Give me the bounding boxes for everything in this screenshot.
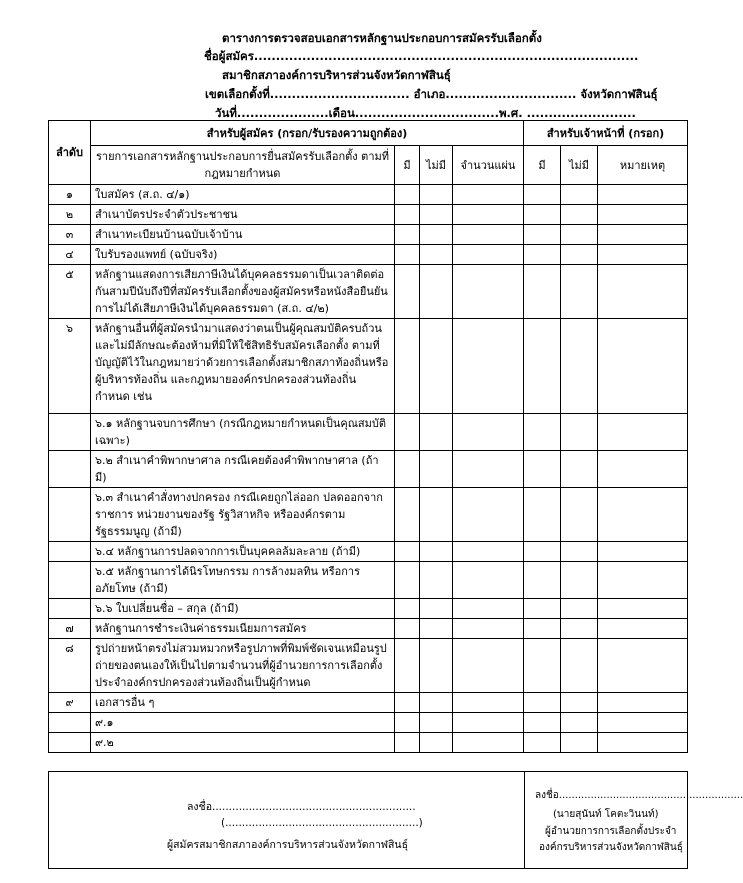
applicant-role: ผู้สมัครสมาชิกสภาองค์การบริหารส่วนจังหวัดกาฬสินธุ์ <box>167 839 409 851</box>
document-item-text: ใบสมัคร (ส.ถ. ๔/๑) <box>91 185 395 205</box>
document-item-text: หลักฐานแสดงการเสียภาษีเงินได้บุคคลธรรมดาเป็นเวลาติดต่อกันสามปีนับถึงปีที่สมัครรับเลือกตั้งของผู้สมัครหรือหนังสือยืนยันการไม่ได้เสียภาษีเงินได้บุคคลธรรมดา (ส.ถ. ๔/๒) <box>91 265 395 319</box>
applicant-not-have-checkbox-cell[interactable] <box>420 451 453 488</box>
applicant-not-have-checkbox-cell[interactable] <box>420 713 453 733</box>
note-cell[interactable] <box>598 451 688 488</box>
officer-has-checkbox-cell[interactable] <box>524 488 561 542</box>
table-row <box>49 542 688 562</box>
row-number: ๓ <box>49 225 91 245</box>
document-item-text: ๖.๓ สำเนาคำสั่งทางปกครอง กรณีเคยถูกไล่ออก ปลดออกจากราชการ หน่วยงานของรัฐ รัฐวิสาหกิจ หรือองค์กรตามรัฐธรรมนูญ (ถ้ามี) <box>91 488 395 542</box>
applicant-not-have-checkbox-cell[interactable] <box>420 245 453 265</box>
page-count-cell[interactable] <box>453 542 524 562</box>
applicant-has-checkbox-cell[interactable] <box>395 265 420 319</box>
checklist-table <box>48 120 688 753</box>
document-title: ตารางการตรวจสอบเอกสารหลักฐานประกอบการสมัครรับเลือกตั้ง <box>222 31 542 45</box>
table-row <box>49 319 688 414</box>
document-item-text: ๖.๔ หลักฐานการปลดจากการเป็นบุคคลล้มละลาย (ถ้ามี) <box>91 542 395 562</box>
applicant-has-checkbox-cell[interactable] <box>395 639 420 693</box>
column-header-yes: มี <box>395 146 420 185</box>
officer-has-checkbox-cell[interactable] <box>524 693 561 713</box>
column-header-officer-yes: มี <box>524 146 561 185</box>
applicant-has-checkbox-cell[interactable] <box>395 693 420 713</box>
note-cell[interactable] <box>598 414 688 451</box>
document-item-text: เอกสารอื่น ๆ <box>91 693 395 713</box>
applicant-has-checkbox-cell[interactable] <box>395 319 420 414</box>
applicant-not-have-checkbox-cell[interactable] <box>420 542 453 562</box>
officer-has-checkbox-cell[interactable] <box>524 265 561 319</box>
column-header-page-count: จำนวนแผ่น <box>453 146 524 185</box>
document-item-text: หลักฐานการชำระเงินค่าธรรมเนียมการสมัคร <box>91 619 395 639</box>
officer-has-checkbox-cell[interactable] <box>524 319 561 414</box>
officer-not-have-checkbox-cell[interactable] <box>561 225 598 245</box>
officer-has-checkbox-cell[interactable] <box>524 542 561 562</box>
page-count-cell[interactable] <box>453 225 524 245</box>
note-cell[interactable] <box>598 205 688 225</box>
note-cell[interactable] <box>598 265 688 319</box>
note-cell[interactable] <box>598 488 688 542</box>
applicant-not-have-checkbox-cell[interactable] <box>420 205 453 225</box>
applicant-has-checkbox-cell[interactable] <box>395 542 420 562</box>
applicant-has-checkbox-cell[interactable] <box>395 205 420 225</box>
table-row <box>49 619 688 639</box>
officer-not-have-checkbox-cell[interactable] <box>561 488 598 542</box>
officer-not-have-checkbox-cell[interactable] <box>561 639 598 693</box>
officer-not-have-checkbox-cell[interactable] <box>561 733 598 753</box>
applicant-has-checkbox-cell[interactable] <box>395 713 420 733</box>
applicant-has-checkbox-cell[interactable] <box>395 414 420 451</box>
officer-not-have-checkbox-cell[interactable] <box>561 185 598 205</box>
officer-not-have-checkbox-cell[interactable] <box>561 451 598 488</box>
document-item-text: ๙.๑ <box>91 713 395 733</box>
page-count-cell[interactable] <box>453 639 524 693</box>
note-cell[interactable] <box>598 599 688 619</box>
row-number: ๘ <box>49 639 91 693</box>
table-row <box>49 488 688 542</box>
page-count-cell[interactable] <box>453 245 524 265</box>
table-row <box>49 733 688 753</box>
table-row <box>49 414 688 451</box>
note-cell[interactable] <box>598 639 688 693</box>
page-count-cell[interactable] <box>453 265 524 319</box>
officer-not-have-checkbox-cell[interactable] <box>561 319 598 414</box>
row-number: ๗ <box>49 619 91 639</box>
row-number: ๔ <box>49 245 91 265</box>
page-count-cell[interactable] <box>453 713 524 733</box>
note-cell[interactable] <box>598 225 688 245</box>
applicant-has-checkbox-cell[interactable] <box>395 185 420 205</box>
applicant-not-have-checkbox-cell[interactable] <box>420 319 453 414</box>
applicant-not-have-checkbox-cell[interactable] <box>420 562 453 599</box>
officer-has-checkbox-cell[interactable] <box>524 599 561 619</box>
applicant-has-checkbox-cell[interactable] <box>395 225 420 245</box>
document-item-text: สำเนาทะเบียนบ้านฉบับเจ้าบ้าน <box>91 225 395 245</box>
officer-has-checkbox-cell[interactable] <box>524 205 561 225</box>
page-count-cell[interactable] <box>453 451 524 488</box>
applicant-not-have-checkbox-cell[interactable] <box>420 619 453 639</box>
row-number: ๖ <box>49 319 91 414</box>
applicant-not-have-checkbox-cell[interactable] <box>420 488 453 542</box>
table-row <box>49 185 688 205</box>
officer-name: (นายสุนันท์ โคตะวินนท์) <box>553 809 659 820</box>
page-count-cell[interactable] <box>453 488 524 542</box>
applicant-not-have-checkbox-cell[interactable] <box>420 693 453 713</box>
election-zone-line: เขตเลือกตั้งที่................................ อำเภอ.............................. จังหวัดกาฬสินธุ์ <box>205 87 658 101</box>
page-count-cell[interactable] <box>453 599 524 619</box>
applicant-has-checkbox-cell[interactable] <box>395 619 420 639</box>
applicant-not-have-checkbox-cell[interactable] <box>420 185 453 205</box>
applicant-not-have-checkbox-cell[interactable] <box>420 414 453 451</box>
table-row <box>49 599 688 619</box>
officer-not-have-checkbox-cell[interactable] <box>561 693 598 713</box>
row-number <box>49 488 91 542</box>
officer-not-have-checkbox-cell[interactable] <box>561 562 598 599</box>
applicant-name-line: ชื่อผู้สมัคร........................................................................................ <box>204 49 639 63</box>
document-item-text: หลักฐานอื่นที่ผู้สมัครนำมาแสดงว่าตนเป็นผู้คุณสมบัติครบถ้วนและไม่มีลักษณะต้องห้ามที่มิให้ใช้สิทธิรับสมัครเลือกตั้ง ตามที่บัญญัติไว้ในกฎหมายว่าด้วยการเลือกตั้งสมาชิกสภาท้องถิ่นหรือผู้บริหารท้องถิ่น และกฎหมายองค์กรปกครองส่วนท้องถิ่นกำหนด เช่น <box>91 319 395 414</box>
signature-section <box>48 771 743 869</box>
note-cell[interactable] <box>598 562 688 599</box>
applicant-has-checkbox-cell[interactable] <box>395 245 420 265</box>
table-row <box>49 639 688 693</box>
officer-has-checkbox-cell[interactable] <box>524 225 561 245</box>
row-number <box>49 733 91 753</box>
document-item-text: ๖.๕ หลักฐานการได้นิรโทษกรรม การล้างมลทิน หรือการอภัยโทษ (ถ้ามี) <box>91 562 395 599</box>
officer-not-have-checkbox-cell[interactable] <box>561 542 598 562</box>
table-row <box>49 265 688 319</box>
row-number <box>49 451 91 488</box>
document-item-text: ๖.๒ สำเนาคำพิพากษาศาล กรณีเคยต้องคำพิพากษาศาล (ถ้ามี) <box>91 451 395 488</box>
column-header-officer-no: ไม่มี <box>561 146 598 185</box>
officer-has-checkbox-cell[interactable] <box>524 639 561 693</box>
page-count-cell[interactable] <box>453 619 524 639</box>
officer-not-have-checkbox-cell[interactable] <box>561 265 598 319</box>
note-cell[interactable] <box>598 713 688 733</box>
note-cell[interactable] <box>598 693 688 713</box>
applicant-name-parentheses: (..........................................................) <box>221 817 423 829</box>
officer-has-checkbox-cell[interactable] <box>524 414 561 451</box>
page-count-cell[interactable] <box>453 319 524 414</box>
column-header-no: ไม่มี <box>420 146 453 185</box>
officer-role-line-2: องค์กรบริหารส่วนจังหวัดกาฬสินธุ์ <box>539 842 683 853</box>
document-item-text: ใบรับรองแพทย์ (ฉบับจริง) <box>91 245 395 265</box>
date-line: วันที่.....................เดือน.................................พ.ศ. ......................... <box>215 106 636 120</box>
note-cell[interactable] <box>598 542 688 562</box>
officer-has-checkbox-cell[interactable] <box>524 185 561 205</box>
document-item-text: ๖.๑ หลักฐานจบการศึกษา (กรณีกฎหมายกำหนดเป็นคุณสมบัติเฉพาะ) <box>91 414 395 451</box>
page-count-cell[interactable] <box>453 693 524 713</box>
applicant-not-have-checkbox-cell[interactable] <box>420 733 453 753</box>
table-row <box>49 713 688 733</box>
applicant-not-have-checkbox-cell[interactable] <box>420 599 453 619</box>
applicant-signature-box <box>49 772 525 869</box>
officer-has-checkbox-cell[interactable] <box>524 245 561 265</box>
row-number: ๙ <box>49 693 91 713</box>
table-row <box>49 451 688 488</box>
row-number <box>49 713 91 733</box>
applicant-not-have-checkbox-cell[interactable] <box>420 639 453 693</box>
group-header-officer: สำหรับเจ้าหน้าที่ (กรอก) <box>524 121 688 146</box>
column-header-note: หมายเหตุ <box>598 146 688 185</box>
page-count-cell[interactable] <box>453 414 524 451</box>
officer-signature-box <box>525 772 743 869</box>
officer-not-have-checkbox-cell[interactable] <box>561 619 598 639</box>
row-number: ๕ <box>49 265 91 319</box>
page-count-cell[interactable] <box>453 733 524 753</box>
page-count-cell[interactable] <box>453 205 524 225</box>
officer-not-have-checkbox-cell[interactable] <box>561 713 598 733</box>
officer-has-checkbox-cell[interactable] <box>524 713 561 733</box>
column-header-documents: รายการเอกสารหลักฐานประกอบการยื่นสมัครรับเลือกตั้ง ตามที่กฎหมายกำหนด <box>91 146 395 185</box>
officer-not-have-checkbox-cell[interactable] <box>561 205 598 225</box>
row-number <box>49 562 91 599</box>
note-cell[interactable] <box>598 319 688 414</box>
row-number <box>49 542 91 562</box>
member-position-line: สมาชิกสภาองค์การบริหารส่วนจังหวัดกาฬสินธุ์ <box>222 68 451 82</box>
note-cell[interactable] <box>598 619 688 639</box>
table-row <box>49 562 688 599</box>
applicant-has-checkbox-cell[interactable] <box>395 488 420 542</box>
officer-has-checkbox-cell[interactable] <box>524 562 561 599</box>
officer-not-have-checkbox-cell[interactable] <box>561 414 598 451</box>
officer-has-checkbox-cell[interactable] <box>524 733 561 753</box>
row-number: ๒ <box>49 205 91 225</box>
table-row <box>49 245 688 265</box>
officer-has-checkbox-cell[interactable] <box>524 451 561 488</box>
applicant-has-checkbox-cell[interactable] <box>395 733 420 753</box>
document-item-text: รูปถ่ายหน้าตรงไม่สวมหมวกหรือรูปภาพที่พิมพ์ชัดเจนเหมือนรูปถ่ายของตนเองให้เป็นไปตามจำนวนที่ผู้อำนวยการการเลือกตั้งประจำองค์กรปกครองส่วนท้องถิ่นเป็นผู้กำหนด <box>91 639 395 693</box>
document-item-text: ๙.๒ <box>91 733 395 753</box>
officer-has-checkbox-cell[interactable] <box>524 619 561 639</box>
applicant-not-have-checkbox-cell[interactable] <box>420 265 453 319</box>
group-header-applicant: สำหรับผู้สมัคร (กรอก/รับรองความถูกต้อง) <box>91 121 524 146</box>
page-count-cell[interactable] <box>453 562 524 599</box>
officer-signature-line: ลงชื่อ.......................................................... <box>535 790 743 801</box>
applicant-has-checkbox-cell[interactable] <box>395 599 420 619</box>
note-cell[interactable] <box>598 733 688 753</box>
note-cell[interactable] <box>598 245 688 265</box>
document-item-text: ๖.๖ ใบเปลี่ยนชื่อ – สกุล (ถ้ามี) <box>91 599 395 619</box>
note-cell[interactable] <box>598 185 688 205</box>
table-row <box>49 693 688 713</box>
officer-not-have-checkbox-cell[interactable] <box>561 245 598 265</box>
applicant-has-checkbox-cell[interactable] <box>395 451 420 488</box>
applicant-has-checkbox-cell[interactable] <box>395 562 420 599</box>
document-item-text: สำเนาบัตรประจำตัวประชาชน <box>91 205 395 225</box>
row-number <box>49 599 91 619</box>
column-header-number: ลำดับ <box>49 121 91 185</box>
applicant-not-have-checkbox-cell[interactable] <box>420 225 453 245</box>
page-count-cell[interactable] <box>453 185 524 205</box>
row-number <box>49 414 91 451</box>
row-number: ๑ <box>49 185 91 205</box>
table-row <box>49 225 688 245</box>
table-row <box>49 205 688 225</box>
applicant-signature-line: ลงชื่อ............................................................. <box>187 801 416 813</box>
officer-role-line-1: ผู้อำนวยการการเลือกตั้งประจำ <box>545 826 677 837</box>
officer-not-have-checkbox-cell[interactable] <box>561 599 598 619</box>
